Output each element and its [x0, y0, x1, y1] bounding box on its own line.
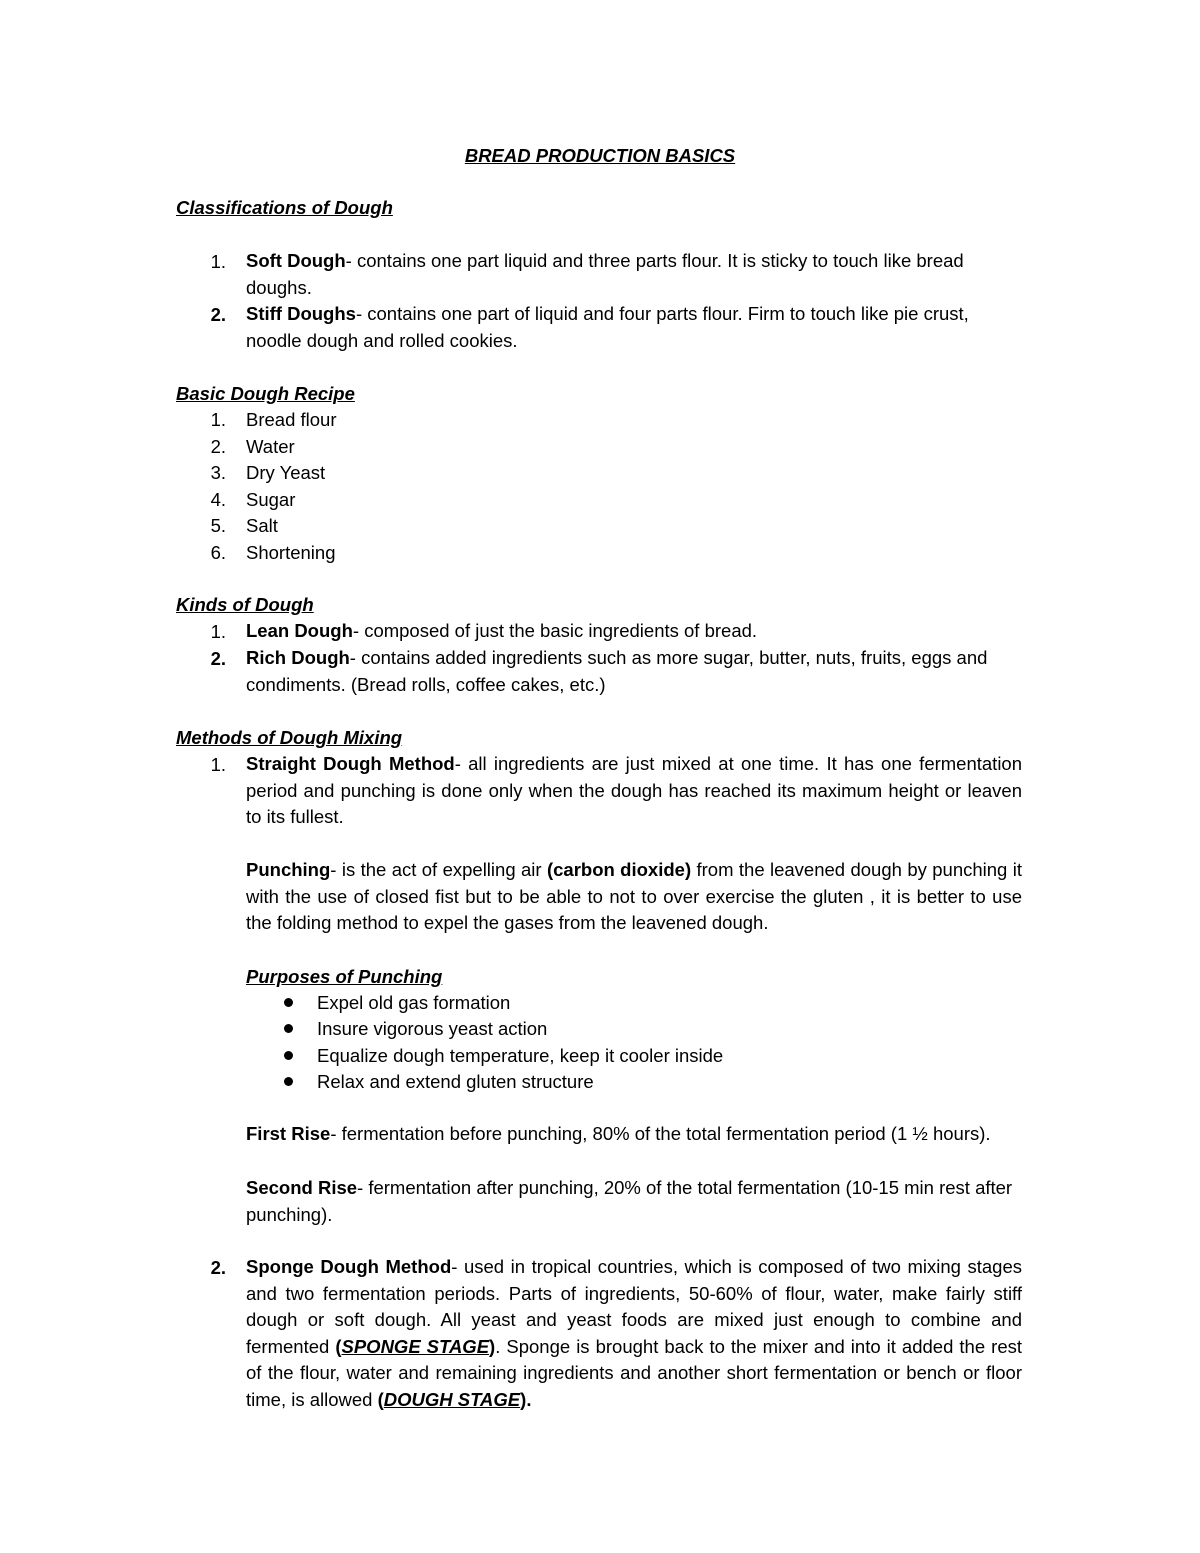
classifications-heading: Classifications of Dough — [176, 197, 393, 218]
term: Soft Dough — [246, 250, 346, 271]
bullet-icon — [284, 998, 293, 1007]
definition: - contains one part of liquid and four parts flour. Firm to touch like pie crust, noodle dough and rolled cookies. — [246, 303, 969, 351]
list-number: 1. — [210, 754, 226, 775]
list-number: 2. — [210, 304, 226, 325]
definition: - all ingredients are just mixed at one time. It has one fermentation period and punching is done only when the dough has reached its maximum height or leaven to its fullest. — [246, 753, 1023, 827]
bullet-icon — [284, 1024, 293, 1033]
definition: . — [526, 1388, 532, 1410]
list-item: Salt — [246, 515, 278, 536]
list-item: Insure vigorous yeast action — [317, 1018, 548, 1039]
paren: ) — [489, 1335, 496, 1357]
stage-label: SPONGE STAGE — [341, 1335, 490, 1357]
term: Second Rise — [246, 1177, 358, 1198]
method-description — [246, 1254, 1022, 1413]
recipe-heading: Basic Dough Recipe — [176, 383, 355, 404]
definition: . Sponge is brought back to the mixer and into it added the rest of the flour, water and remaining ingredients and another short fermentation or bench or floor time, is allowed — [246, 1335, 1022, 1410]
definition: - fermentation before punching, 80% of the total fermentation period (1 ½ hours). — [330, 1123, 991, 1144]
paren: ) — [520, 1388, 527, 1410]
list-number: 1. — [210, 251, 226, 272]
list-number: 1. — [210, 409, 226, 430]
list-item: Relax and extend gluten structure — [317, 1071, 594, 1092]
term: Rich Dough — [246, 647, 350, 668]
list-number: 4. — [210, 489, 226, 510]
term: Stiff Doughs — [246, 303, 356, 324]
second-rise-paragraph — [246, 1175, 1022, 1228]
list-item — [246, 618, 1022, 645]
definition: - contains added ingredients such as more sugar, butter, nuts, fruits, eggs and condiments. (Bread rolls, coffee cakes, etc.) — [246, 647, 988, 695]
list-item: Expel old gas formation — [317, 992, 511, 1013]
bullet-icon — [284, 1051, 293, 1060]
term: Sponge Dough Method — [246, 1256, 452, 1277]
list-number: 5. — [210, 515, 226, 536]
list-number: 2. — [210, 648, 226, 669]
definition: from the leavened dough by punching it with the use of closed fist but to be able to not to over exercise the gluten , it is better to use the folding method to expel the gases from the leavened dough. — [246, 859, 1022, 933]
list-item — [246, 301, 1022, 354]
definition: - used in tropical countries, which is composed of two mixing stages and two fermentation periods. Parts of ingredients, 50-60% of flour, water, make fairly stiff dough or soft dough. All yeast and yeast foods are mixed just enough to combine and fermented — [246, 1256, 1022, 1357]
list-item — [246, 645, 1022, 698]
list-number: 2. — [210, 1257, 226, 1278]
paren: ( — [377, 1388, 384, 1410]
emphasis: (carbon dioxide) — [546, 859, 692, 880]
methods-heading: Methods of Dough Mixing — [176, 727, 403, 748]
list-number: 6. — [210, 542, 226, 563]
stage-label: DOUGH STAGE — [383, 1388, 521, 1410]
list-item: Shortening — [246, 542, 336, 563]
bullet-icon — [284, 1077, 293, 1086]
definition: - fermentation after punching, 20% of the total fermentation (10-15 min rest after punching). — [246, 1177, 1013, 1225]
purposes-heading: Purposes of Punching — [246, 966, 443, 987]
list-item: Equalize dough temperature, keep it cooler inside — [317, 1045, 724, 1066]
paren: ( — [335, 1335, 342, 1357]
list-item: Sugar — [246, 489, 296, 510]
list-number: 3. — [210, 462, 226, 483]
method-description — [246, 751, 1022, 831]
definition: - composed of just the basic ingredients of bread. — [352, 620, 758, 641]
definition: - contains one part liquid and three parts flour. It is sticky to touch like bread doughs. — [246, 250, 964, 298]
term: Lean Dough — [246, 620, 353, 641]
list-number: 2. — [210, 436, 226, 457]
list-item: Bread flour — [246, 409, 337, 430]
term: Punching — [246, 859, 331, 880]
term: Straight Dough Method — [246, 753, 455, 774]
punching-paragraph — [246, 857, 1022, 937]
list-item — [246, 248, 1022, 301]
list-item: Dry Yeast — [246, 462, 326, 483]
first-rise-paragraph — [246, 1121, 1022, 1148]
term: First Rise — [246, 1123, 331, 1144]
kinds-heading: Kinds of Dough — [176, 594, 314, 615]
list-item: Water — [246, 436, 295, 457]
document-title: BREAD PRODUCTION BASICS — [464, 145, 736, 166]
definition: - is the act of expelling air — [330, 859, 547, 880]
list-number: 1. — [210, 621, 226, 642]
